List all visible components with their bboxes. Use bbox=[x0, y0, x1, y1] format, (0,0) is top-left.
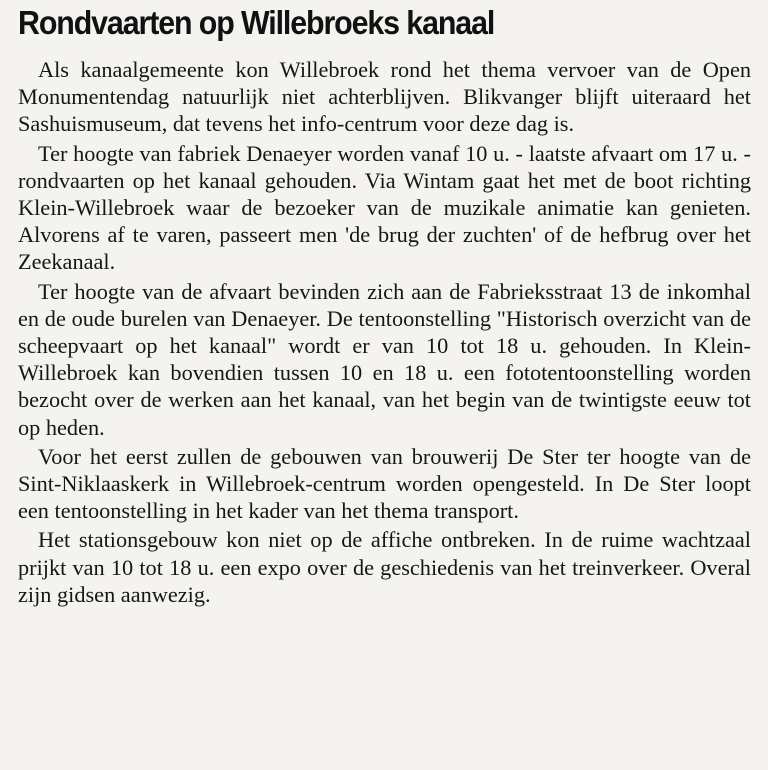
article-paragraph-2: Ter hoogte van fabriek Denaeyer worden vanaf 10 u. - laatste afvaart om 17 u. - rondvaarten op het kanaal gehouden. Via Wintam gaat het met de boot richting Klein-Willebroek waar de bezoeker van de muzikale animatie kan genieten. Alvorens af te varen, passeert men 'de brug der zuchten' of de hefbrug over het Zeekanaal. bbox=[18, 140, 751, 275]
article-paragraph-5: Het stationsgebouw kon niet op de affiche ontbreken. In de ruime wachtzaal prijkt van 10 tot 18 u. een expo over de geschiedenis van het treinverkeer. Overal zijn gidsen aanwezig. bbox=[18, 527, 751, 607]
article-paragraph-4: Voor het eerst zullen de gebouwen van brouwerij De Ster ter hoogte van de Sint-Niklaaskerk in Willebroek-centrum worden opengesteld. In De Ster loopt een tentoonstelling in het kader van het thema transport. bbox=[18, 443, 751, 524]
article-paragraph-3: Ter hoogte van de afvaart bevinden zich aan de Fabrieksstraat 13 de inkomhal en de oude burelen van Denaeyer. De tentoonstelling "Historisch overzicht van de scheepvaart op het kanaal" wordt er van 10 tot 18 u. gehouden. In Klein-Willebroek kan bovendien tussen 10 en 18 u. een fototentoonstelling worden bezocht over de werken aan het kanaal, van het begin van de twintigste eeuw tot op heden. bbox=[18, 278, 751, 440]
article-title: Rondvaarten op Willebroeks kanaal bbox=[18, 4, 495, 41]
article-paragraph-1: Als kanaalgemeente kon Willebroek rond het thema vervoer van de Open Monumentendag natuurlijk niet achterblijven. Blikvanger blijft uiteraard het Sashuismuseum, dat tevens het info-centrum voor deze dag is. bbox=[18, 57, 751, 137]
newspaper-article bbox=[18, 4, 751, 608]
